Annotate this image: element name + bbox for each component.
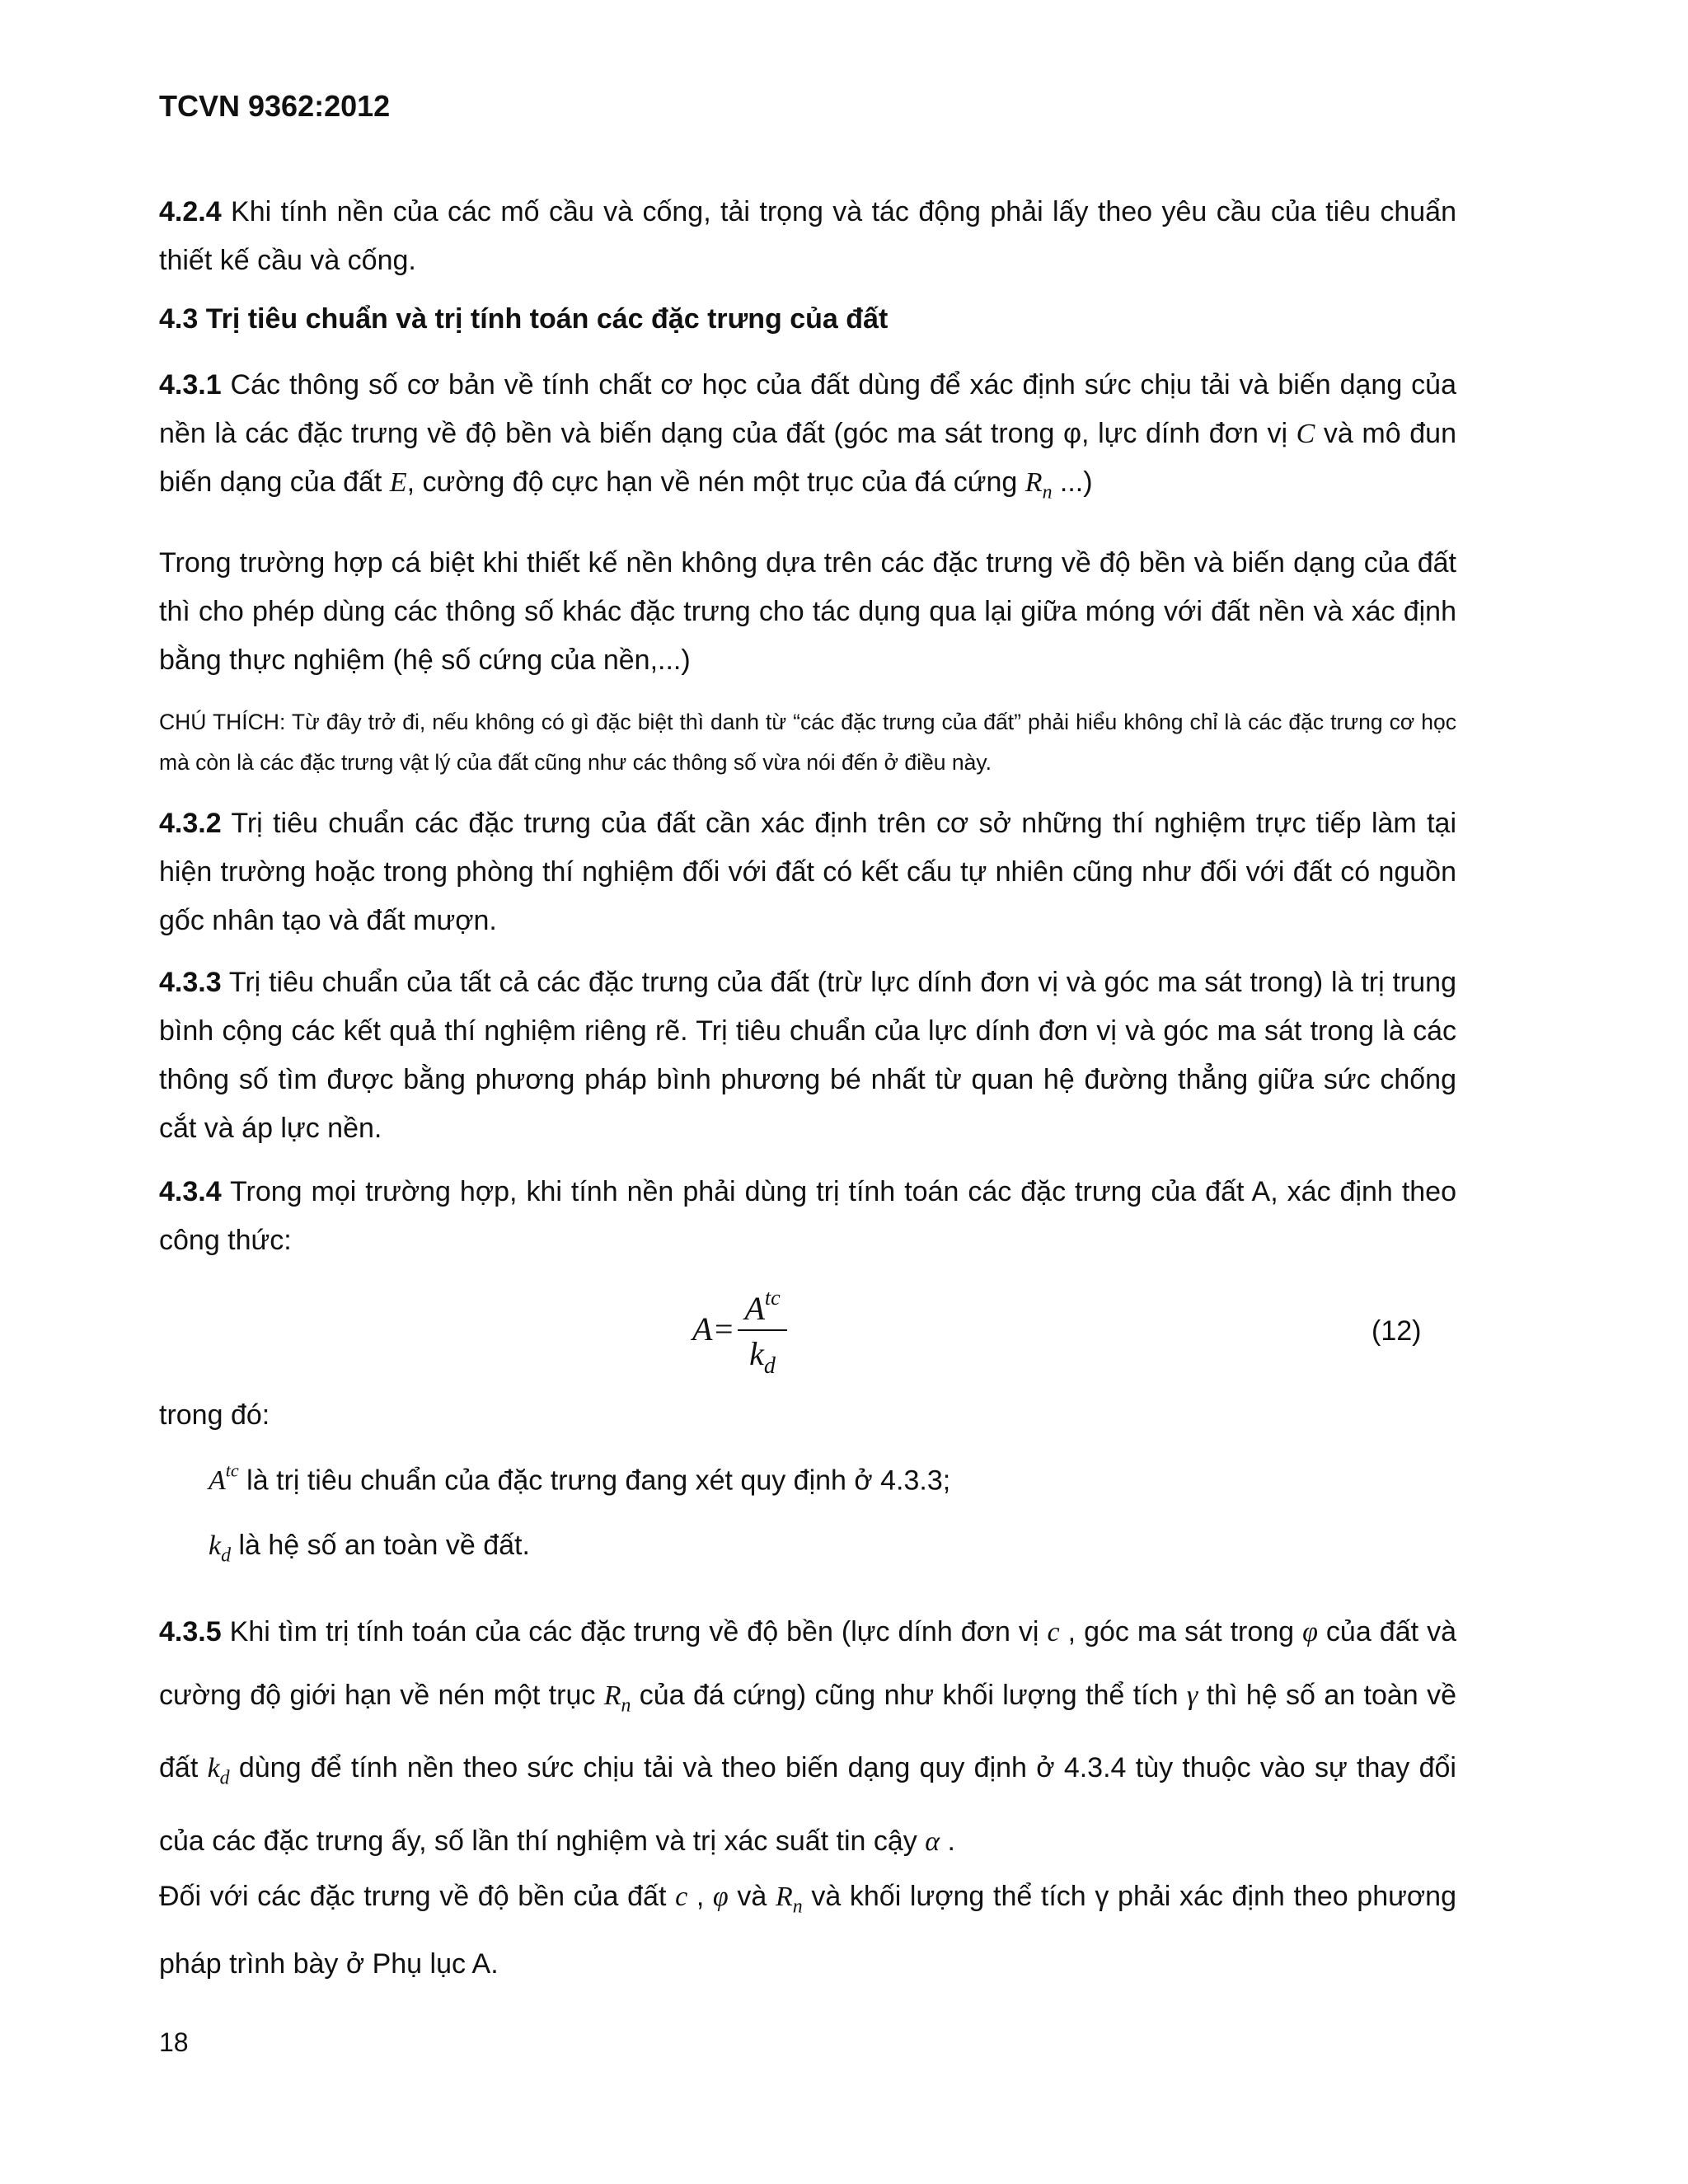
formula-lhs: A= [692, 1310, 735, 1348]
symbol-C: C [1296, 419, 1315, 449]
section-heading-4-3: 4.3 Trị tiêu chuẩn và trị tính toán các đặc trưng của đất [159, 303, 889, 335]
formula-fraction [738, 1286, 786, 1380]
definition-item-kd: $k_d$ là hệ số an toàn về đất. [209, 1530, 530, 1567]
clause-4-3-4 [159, 1168, 1456, 1265]
symbol-c: c [1047, 1617, 1060, 1647]
clause-4-3-5-paragraph-2: Đối với các đặc trưng về độ bền của đất c , φ và $R_n$ và khối lượng thể tích γ phải xác định theo phương pháp trình bày ở Phụ lục A. [159, 1881, 1456, 1980]
document-header: TCVN 9362:2012 [159, 89, 391, 123]
clause-text: Trị tiêu chuẩn các đặc trưng của đất cần xác định trên cơ sở những thí nghiệm trực tiếp làm tại hiện trường hoặc trong phòng thí nghiệm đối với đất có kết cấu tự nhiên cũng như đối với đất có nguồn gốc nhân tạo và đất mượn. [159, 808, 1456, 936]
clause-number: 4.3.2 [159, 808, 222, 839]
symbol-Rn: $R_n$ [775, 1882, 803, 1918]
symbol-gamma: γ [1186, 1680, 1198, 1711]
symbol-phi: φ [712, 1882, 729, 1912]
clause-text: Khi tính nền của các mố cầu và cống, tải trọng và tác động phải lấy theo yêu cầu của tiêu chuẩn thiết kế cầu và cống. [159, 196, 1456, 276]
clause-number: 4.3.5 [159, 1616, 222, 1647]
clause-4-3-1: 4.3.1 Các thông số cơ bản về tính chất cơ học của đất dùng để xác định sức chịu tải và biến dạng của nền là các đặc trưng về độ bền và biến dạng của đất (góc ma sát trong φ, lực dính đơn vị C và mô đun biến dạng của đất E, cường độ cực hạn về nén một trục của đá cứng $R_n$ ...) [159, 369, 1456, 504]
formula-12 [692, 1286, 787, 1380]
clause-number: 4.3.3 [159, 967, 222, 998]
formula-numerator: $A^{tc}$ [738, 1286, 786, 1331]
clause-text: Trị tiêu chuẩn của tất cả các đặc trưng của đất (trừ lực dính đơn vị và góc ma sát trong) là trị trung bình cộng các kết quả thí nghiệm riêng rẽ. Trị tiêu chuẩn của lực dính đơn vị và góc ma sát trong là các thông số tìm được bằng phương pháp bình phương bé nhất từ quan hệ đường thẳng giữa sức chống cắt và áp lực nền. [159, 967, 1456, 1144]
equation-number: (12) [1372, 1315, 1422, 1347]
clause-4-3-3 [159, 958, 1456, 1153]
symbol-Rn: $R_n$ [603, 1680, 631, 1717]
clause-4-3-5: 4.3.5 Khi tìm trị tính toán của các đặc trưng về độ bền (lực dính đơn vị c , góc ma sát trong φ của đất và cường độ giới hạn về nén một trục $R_n$ của đá cứng) cũng như khối lượng thể tích γ thì hệ số an toàn về đất $k_d$ dùng để tính nền theo sức chịu tải và theo biến dạng quy định ở 4.3.4 tùy thuộc vào sự thay đổi của các đặc trưng ấy, số lần thí nghiệm và trị xác suất tin cậy α . [159, 1616, 1456, 1857]
symbol-E: E [389, 467, 407, 498]
page-number: 18 [159, 2027, 189, 2057]
clause-4-3-2 [159, 799, 1456, 945]
definition-item-Atc: $A^{tc}$ là trị tiêu chuẩn của đặc trưng đang xét quy định ở 4.3.3; [209, 1460, 951, 1497]
clause-number: 4.2.4 [159, 196, 222, 227]
symbol-phi: φ [1302, 1617, 1318, 1647]
symbol-alpha: α [925, 1825, 940, 1857]
formula-denominator: $k_d$ [749, 1335, 776, 1379]
clause-number: 4.3.4 [159, 1176, 222, 1207]
clause-4-2-4 [159, 188, 1456, 285]
clause-4-3-1-paragraph-2: Trong trường hợp cá biệt khi thiết kế nền không dựa trên các đặc trưng về độ bền và biến dạng của đất thì cho phép dùng các thông số khác đặc trưng cho tác dụng qua lại giữa móng với đất nền và xác định bằng thực nghiệm (hệ số cứng của nền,...) [159, 547, 1456, 676]
clause-number: 4.3.1 [159, 369, 222, 401]
symbol-Rn: $R_n$ [1025, 467, 1053, 504]
symbol-c: c [675, 1882, 688, 1912]
note-text: CHÚ THÍCH: Từ đây trở đi, nếu không có gì đặc biệt thì danh từ “các đặc trưng của đất” phải hiểu không chỉ là các đặc trưng cơ học mà còn là các đặc trưng vật lý của đất cũng như các thông số vừa nói đến ở điều này. [159, 710, 1456, 775]
where-label: trong đó: [159, 1399, 270, 1431]
symbol-kd: $k_d$ [207, 1753, 230, 1789]
clause-text: Trong mọi trường hợp, khi tính nền phải dùng trị tính toán các đặc trưng của đất A, xác định theo công thức: [159, 1176, 1456, 1256]
